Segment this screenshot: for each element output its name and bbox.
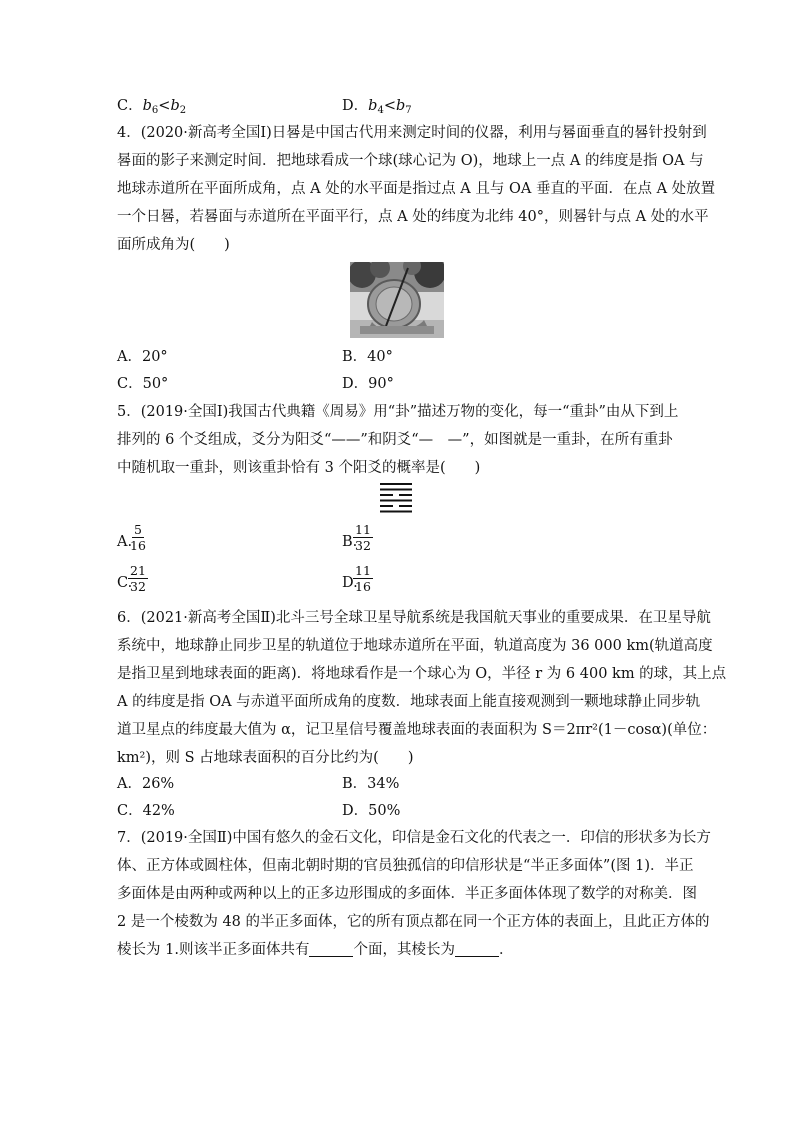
q6-text-line: 系统中，地球静止同步卫星的轨道位于地球赤道所在平面，轨道高度为 36 000 km(轨道高度 (117, 638, 713, 654)
q4-option-c: C．50° (117, 376, 169, 392)
q7-text-line: 7．(2019·全国Ⅱ)中国有悠久的金石文化，印信是金石文化的代表之一．印信的形状多为长方 (117, 830, 711, 846)
answer-blank-faces[interactable] (309, 942, 353, 957)
q5-option-c-letter: C. (117, 575, 133, 591)
q5-option-d-letter: D. (342, 575, 358, 591)
q3-option-c: C．$b_6<b_2$ (117, 98, 187, 116)
q4-text-line: 4．(2020·新高考全国Ⅰ)日晷是中国古代用来测定时间的仪器，利用与晷面垂直的晷针投射到 (117, 125, 707, 141)
q6-option-d: D．50% (342, 803, 401, 819)
q5-option-a-letter: A. (117, 534, 133, 550)
q7-text-line: 体、正方体或圆柱体，但南北朝时期的官员独孤信的印信形状是“半正多面体”(图 1)．半正 (117, 858, 694, 874)
answer-blank-edge-length[interactable] (455, 942, 499, 957)
q3-option-d: D．$b_4<b_7$ (342, 98, 412, 116)
q4-option-b: B．40° (342, 349, 393, 365)
q5-option-c-fraction: $\frac{21}{32}$ (130, 563, 146, 594)
q5-text-line: 中随机取一重卦，则该重卦恰有 3 个阳爻的概率是( ) (117, 460, 481, 476)
q6-text-line: 是指卫星到地球表面的距离)．将地球看作是一个球心为 O，半径 r 为 6 400 km 的球，其上点 (117, 666, 727, 682)
q5-option-a-fraction: $\frac{5}{16}$ (130, 522, 146, 553)
q4-option-d: D．90° (342, 376, 394, 392)
sundial-photo (350, 262, 444, 338)
q7-text-line: 多面体是由两种或两种以上的正多边形围成的多面体．半正多面体体现了数学的对称美．图 (117, 886, 697, 902)
q5-text-line: 5．(2019·全国Ⅰ)我国古代典籍《周易》用“卦”描述万物的变化，每一“重卦”由从下到上 (117, 404, 679, 420)
q4-text-line: 面所成角为( ) (117, 237, 230, 253)
q5-option-d-fraction: $\frac{11}{16}$ (355, 563, 371, 594)
q4-text-line: 地球赤道所在平面所成角，点 A 处的水平面是指过点 A 且与 OA 垂直的平面．在点 A 处放置 (117, 181, 716, 197)
q5-option-b-letter: B. (342, 534, 358, 550)
q5-text-line: 排列的 6 个爻组成，爻分为阳爻“——”和阴爻“— —”，如图就是一重卦，在所有重卦 (117, 432, 673, 448)
q7-last-line: 棱长为 1.则该半正多面体共有 个面，其棱长为 ． (117, 942, 514, 958)
q6-option-b: B．34% (342, 776, 400, 792)
q7-text-line: 2 是一个棱数为 48 的半正多面体，它的所有顶点都在同一个正方体的表面上，且此正方体的 (117, 914, 710, 930)
q4-option-a: A．20° (117, 349, 168, 365)
q6-text-line: A 的纬度是指 OA 与赤道平面所成角的度数．地球表面上能直接观测到一颗地球静止同步轨 (117, 694, 701, 710)
q5-option-b-fraction: $\frac{11}{32}$ (355, 522, 371, 553)
q6-option-c: C．42% (117, 803, 175, 819)
q4-text-line: 晷面的影子来测定时间．把地球看成一个球(球心记为 O)，地球上一点 A 的纬度是指 OA 与 (117, 153, 704, 169)
q4-text-line: 一个日晷，若晷面与赤道所在平面平行，点 A 处的纬度为北纬 40°，则晷针与点 A 处的水平 (117, 209, 709, 225)
hexagram-figure (379, 481, 413, 515)
q6-text-line: 道卫星点的纬度最大值为 α，记卫星信号覆盖地球表面的表面积为 S＝2πr²(1－cosα)(单位： (117, 722, 717, 738)
q6-option-a: A．26% (117, 776, 175, 792)
q6-text-line: km²)，则 S 占地球表面积的百分比约为( ) (117, 750, 414, 766)
q6-text-line: 6．(2021·新高考全国Ⅱ)北斗三号全球卫星导航系统是我国航天事业的重要成果．在卫星导航 (117, 610, 711, 626)
